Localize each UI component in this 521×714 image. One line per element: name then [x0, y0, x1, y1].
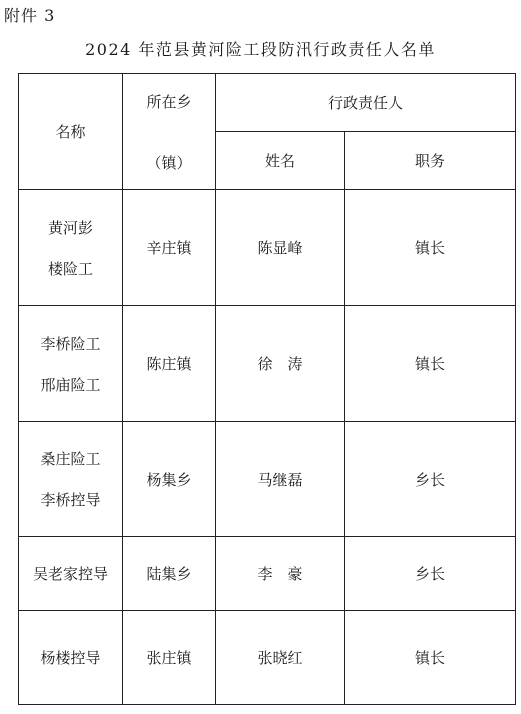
- cell-township: 辛庄镇: [123, 190, 216, 306]
- header-person-name: [216, 132, 345, 190]
- cell-position: 乡长: [345, 537, 516, 611]
- cell-name: 杨楼控导: [19, 611, 123, 705]
- cell-person: 徐 涛: [216, 306, 345, 422]
- header-position-label: 职务: [415, 152, 446, 170]
- header-responsible: [216, 74, 516, 132]
- table-row: [19, 422, 516, 537]
- cell-township: 张庄镇: [123, 611, 216, 705]
- cell-township: 陈庄镇: [123, 306, 216, 422]
- cell-person: 马继磊: [216, 422, 345, 537]
- cell-township: 陆集乡: [123, 537, 216, 611]
- cell-person: 张晓红: [216, 611, 345, 705]
- cell-position: 镇长: [345, 306, 516, 422]
- header-township: [123, 74, 216, 190]
- header-person-name-label: 姓名: [264, 152, 295, 170]
- cell-township: 杨集乡: [123, 422, 216, 537]
- header-township-line1: 所在乡: [146, 92, 192, 111]
- document-title: 2024 年范县黄河险工段防汛行政责任人名单: [85, 40, 436, 59]
- name-line2: 楼险工: [47, 259, 93, 278]
- cell-name: 吴老家控导: [19, 537, 123, 611]
- cell-position: 镇长: [345, 190, 516, 306]
- cell-name: [19, 422, 123, 537]
- header-name-label: 名称: [55, 123, 86, 141]
- cell-person: 陈显峰: [216, 190, 345, 306]
- annex-label: 附件 3: [4, 6, 56, 25]
- cell-name: [19, 190, 123, 306]
- name-line1: 李桥险工: [40, 334, 101, 353]
- name-line2: 邢庙险工: [40, 375, 101, 394]
- header-name: [19, 74, 123, 190]
- table-row: [19, 306, 516, 422]
- name-line2: 李桥控导: [40, 491, 101, 509]
- responsibility-table: [18, 73, 516, 705]
- cell-name: [19, 306, 123, 422]
- header-township-line2: （镇）: [146, 153, 192, 172]
- cell-position: 镇长: [345, 611, 516, 705]
- header-position: [345, 132, 516, 190]
- name-line1: 桑庄险工: [40, 450, 101, 468]
- cell-person: 李 豪: [216, 537, 345, 611]
- table-row: [19, 190, 516, 306]
- name-line1: 黄河彭: [47, 218, 93, 237]
- table-row: [19, 611, 516, 705]
- table-row: [19, 537, 516, 611]
- cell-position: 乡长: [345, 422, 516, 537]
- header-responsible-label: 行政责任人: [328, 94, 404, 112]
